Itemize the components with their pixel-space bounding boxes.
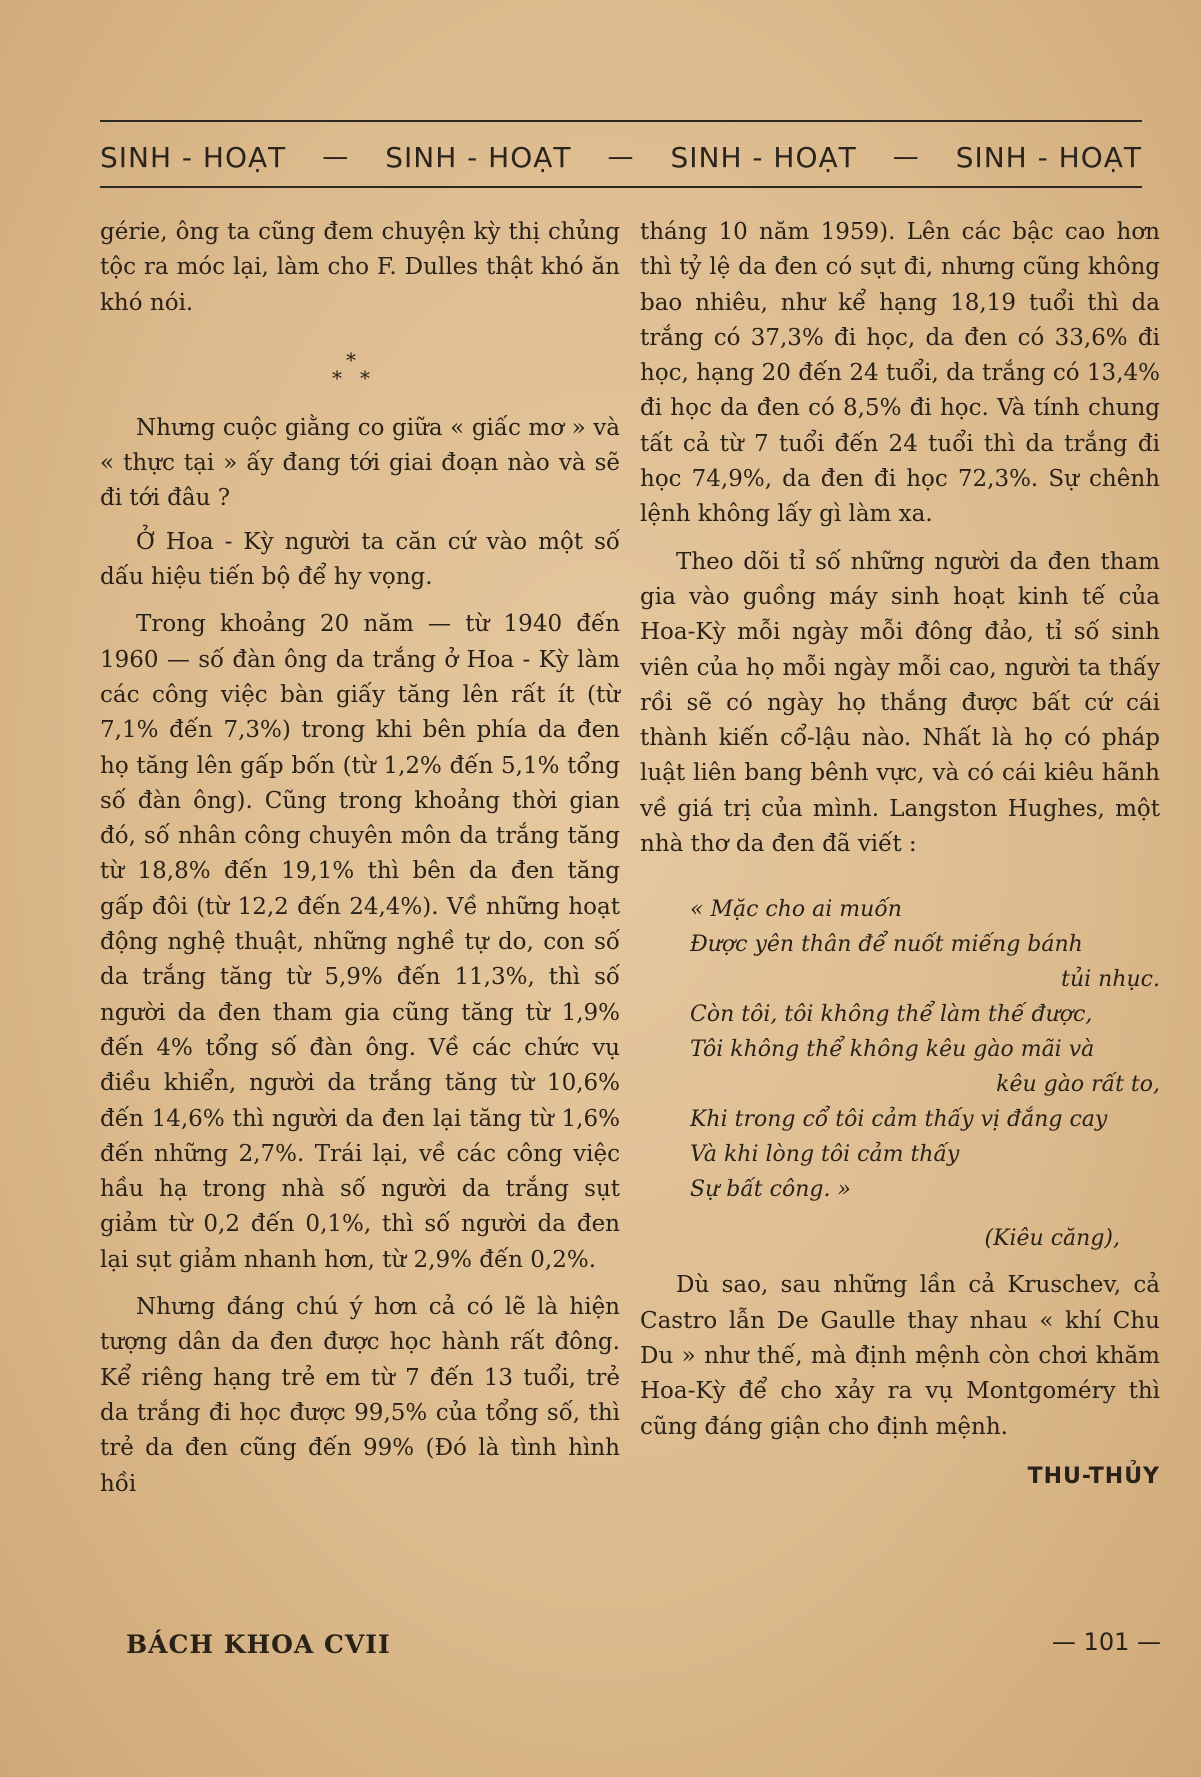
poem-line: Được yên thân để nuốt miếng bánh [690, 932, 1083, 958]
poem-line: tủi nhục. [1061, 967, 1160, 993]
header-bottom-rule [100, 186, 1142, 188]
running-header [100, 132, 1142, 182]
right-paragraph-1: tháng 10 năm 1959). Lên các bậc cao hơn thì tỷ lệ da đen có sụt đi, nhưng cũng không bao nhiêu, như kể hạng 18,19 tuổi thì da trắng có 37,3% đi học, da đen có 33,6% đi học, hạng 20 đến 24 tuổi, da trắng có 13,4% đi học da đen có 8,5% đi học. Và tính chung tất cả từ 7 tuổi đến 24 tuổi thì da trắng đi học 74,9%, da đen đi học 72,3%. Sự chênh lệnh không lấy gì làm xa. [640, 219, 1160, 528]
right-paragraph-2: Theo dõi tỉ số những người da đen tham gia vào guồng máy sinh hoạt kinh tế của Hoa-Kỳ mỗi ngày mỗi đông đảo, tỉ số sinh viên của họ mỗi ngày mỗi cao, người ta thấy rồi sẽ có ngày họ thắng được bất cứ cái thành kiến cổ-lậu nào. Nhất là họ có pháp luật liên bang bênh vực, và có cái kiêu hãnh về giá trị của mình. Langston Hughes, một nhà thơ da đen đã viết : [640, 548, 1160, 858]
left-paragraph-3: Ở Hoa - Kỳ người ta căn cứ vào một số dấu hiệu tiến bộ để hy vọng. [100, 528, 620, 591]
poem-line: Sự bất công. » [690, 1177, 851, 1203]
publication-name: BÁCH KHOA CVII [126, 1630, 391, 1659]
poem-line: Khi trong cổ tôi cảm thấy vị đắng cay [690, 1107, 1108, 1133]
header-section-3: SINH - HOẠT [670, 140, 857, 174]
poem-line: Và khi lòng tôi cảm thấy [690, 1142, 960, 1168]
article-author: THU-THỦY [1027, 1463, 1160, 1489]
section-break-stars [100, 321, 620, 411]
poem-line: Còn tôi, tôi không thể làm thế được, [690, 1002, 1093, 1028]
poem-source: (Kiêu căng), [984, 1226, 1120, 1252]
left-column [100, 215, 620, 1502]
header-section-4: SINH - HOẠT [955, 140, 1142, 174]
poem-line: Tôi không thể không kêu gào mãi và [690, 1037, 1095, 1063]
quoted-poem [690, 892, 1160, 1256]
left-paragraph-4: Trong khoảng 20 năm — từ 1940 đến 1960 — số đàn ông da trắng ở Hoa - Kỳ làm các công việc bàn giấy tăng lên rất ít (từ 7,1% đến 7,3%) trong khi bên phía da đen họ tăng lên gấp bốn (từ 1,2% đến 5,1% tổng số đàn ông). Cũng trong khoảng thời gian đó, số nhân công chuyên môn da trắng tăng từ 18,8% đến 19,1% thì bên da đen tăng gấp đôi (từ 12,2 đến 24,4%). Về những hoạt động nghệ thuật, những nghề tự do, con số da trắng tăng từ 5,9% đến 11,3%, thì số người da đen tham gia cũng tăng từ 1,9% đến 4% tổng số đàn ông. Về các chức vụ điều khiển, người da trắng tăng từ 10,6% đến 14,6% thì người da đen lại tăng từ 1,6% đến những 2,7%. Trái lại, về các công việc hầu hạ trong nhà số người da trắng sụt giảm từ 0,2 đến 0,1%, thì số người da đen lại sụt giảm nhanh hơn, từ 2,9% đến 0,2%. [100, 611, 620, 1273]
header-separator: — [607, 142, 635, 172]
star-mark: * [332, 365, 342, 390]
star-mark: * [360, 365, 370, 390]
header-separator: — [892, 142, 920, 172]
left-paragraph-5: Nhưng đáng chú ý hơn cả có lẽ là hiện tượng dân da đen được học hành rất đông. Kể riêng hạng trẻ em từ 7 đến 13 tuổi, trẻ da trắng đi học được 99,5% của tổng số, thì trẻ da đen cũng đến 99% (Đó là tình hình hồi [100, 1294, 620, 1497]
poem-line: kêu gào rất to, [996, 1072, 1160, 1098]
page-number: — 101 — [1051, 1628, 1161, 1656]
left-paragraph-2: Nhưng cuộc giằng co giữa « giấc mơ » và « thực tại » ấy đang tới giai đoạn nào và sẽ đi tới đâu ? [100, 414, 620, 512]
right-column [640, 215, 1160, 1494]
star-mark: * [346, 347, 356, 372]
poem-line: « Mặc cho ai muốn [690, 897, 902, 923]
header-separator: — [322, 142, 350, 172]
left-paragraph-1: gérie, ông ta cũng đem chuyện kỳ thị chủng tộc ra móc lại, làm cho F. Dulles thật khó ăn khó nói. [100, 219, 620, 316]
header-section-2: SINH - HOẠT [385, 140, 572, 174]
right-paragraph-3: Dù sao, sau những lần cả Kruschev, cả Castro lẫn De Gaulle thay nhau « khí Chu Du » như thế, mà định mệnh còn chơi khăm Hoa-Kỳ để cho xảy ra vụ Montgoméry thì cũng đáng giận cho định mệnh. [640, 1272, 1160, 1440]
header-top-rule [100, 120, 1142, 122]
header-section-1: SINH - HOẠT [100, 140, 287, 174]
